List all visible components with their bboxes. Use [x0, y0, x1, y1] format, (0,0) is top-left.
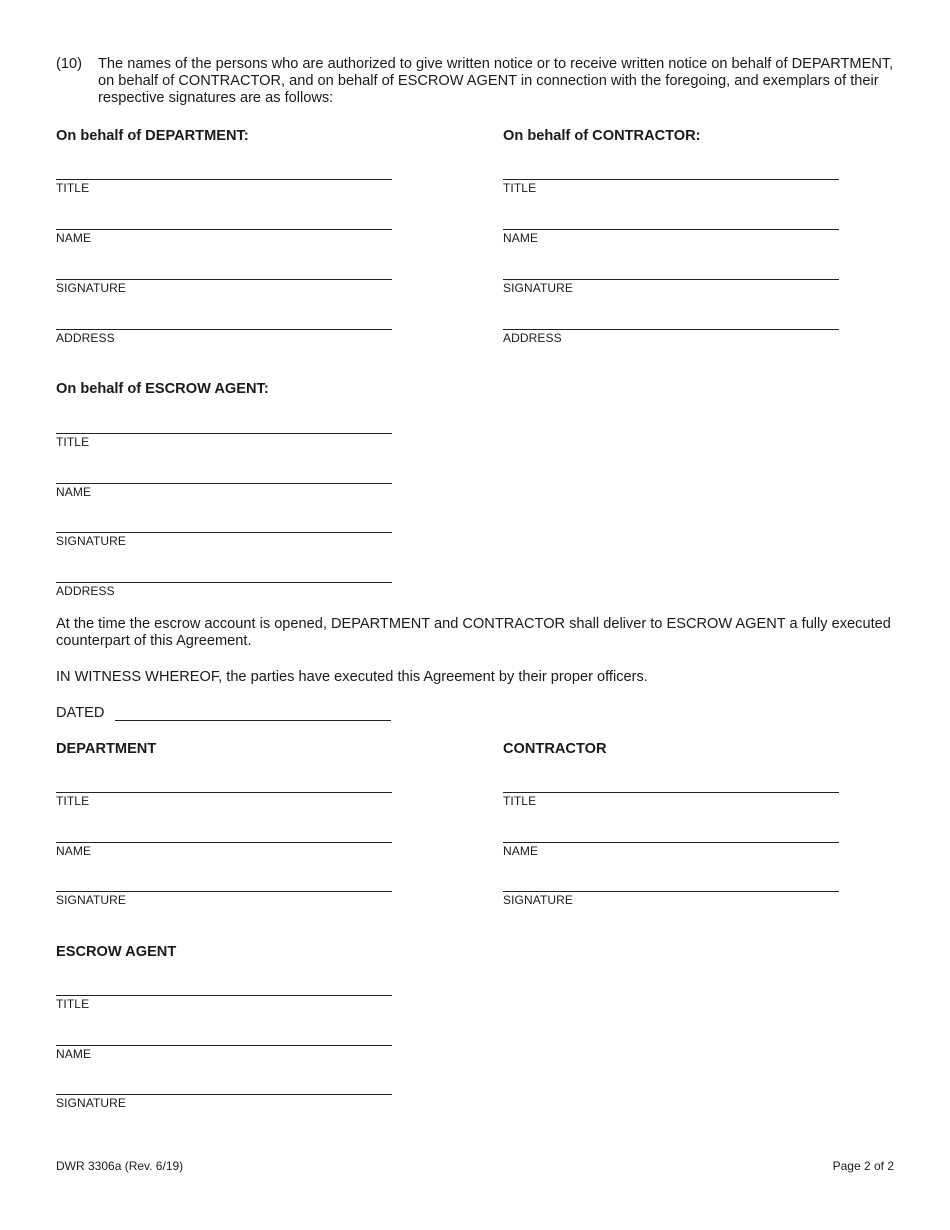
field-label: TITLE [56, 435, 90, 449]
page-number: Page 2 of 2 [832, 1159, 894, 1173]
notice-department-address-field[interactable] [56, 329, 392, 359]
field-label: SIGNATURE [56, 281, 127, 295]
notice-department-name-field[interactable] [56, 229, 392, 259]
field-label: NAME [56, 231, 92, 245]
notice-department-heading: On behalf of DEPARTMENT: [56, 128, 249, 144]
item-10-text: The names of the persons who are authorized to give written notice or to receive written notice on behalf of DEPARTMENT, on behalf of CONTRACTOR, and on behalf of ESCROW AGENT in connection with the foregoing, and exemplars of their respective signatures are as follows: [98, 56, 894, 106]
field-label: SIGNATURE [503, 893, 574, 907]
execution-escrow-name-field[interactable] [56, 1045, 392, 1075]
execution-department-signature-field[interactable] [56, 891, 392, 921]
form-id: DWR 3306a (Rev. 6/19) [56, 1159, 184, 1173]
execution-contractor-title-field[interactable] [503, 792, 839, 822]
item-number: (10) [56, 56, 82, 72]
notice-escrow-signature-field[interactable] [56, 532, 392, 562]
notice-department-signature-field[interactable] [56, 279, 392, 309]
field-label: TITLE [503, 181, 537, 195]
notice-escrow-name-field[interactable] [56, 483, 392, 513]
execution-contractor-name-field[interactable] [503, 842, 839, 872]
notice-contractor-address-field[interactable] [503, 329, 839, 359]
dated-field[interactable] [115, 720, 391, 721]
field-label: SIGNATURE [503, 281, 574, 295]
execution-escrow-heading: ESCROW AGENT [56, 944, 177, 960]
field-label: TITLE [503, 794, 537, 808]
field-label: ADDRESS [56, 331, 115, 345]
witness-paragraph: IN WITNESS WHEREOF, the parties have executed this Agreement by their proper officers. [56, 669, 648, 685]
field-label: SIGNATURE [56, 893, 127, 907]
field-label: NAME [56, 1047, 92, 1061]
dated-label: DATED [56, 705, 105, 721]
notice-escrow-heading: On behalf of ESCROW AGENT: [56, 381, 269, 397]
field-label: NAME [56, 844, 92, 858]
execution-department-heading: DEPARTMENT [56, 741, 157, 757]
field-label: TITLE [56, 181, 90, 195]
execution-department-title-field[interactable] [56, 792, 392, 822]
field-label: ADDRESS [56, 584, 115, 598]
execution-contractor-signature-field[interactable] [503, 891, 839, 921]
notice-contractor-signature-field[interactable] [503, 279, 839, 309]
execution-escrow-title-field[interactable] [56, 995, 392, 1025]
field-label: ADDRESS [503, 331, 562, 345]
field-label: TITLE [56, 997, 90, 1011]
field-label: SIGNATURE [56, 534, 127, 548]
notice-contractor-name-field[interactable] [503, 229, 839, 259]
execution-escrow-signature-field[interactable] [56, 1094, 392, 1124]
notice-department-title-field[interactable] [56, 179, 392, 209]
field-label: NAME [56, 485, 92, 499]
field-label: NAME [503, 231, 539, 245]
notice-contractor-title-field[interactable] [503, 179, 839, 209]
notice-escrow-address-field[interactable] [56, 582, 392, 612]
execution-department-name-field[interactable] [56, 842, 392, 872]
field-label: SIGNATURE [56, 1096, 127, 1110]
execution-contractor-heading: CONTRACTOR [503, 741, 607, 757]
field-label: NAME [503, 844, 539, 858]
notice-contractor-heading: On behalf of CONTRACTOR: [503, 128, 701, 144]
field-label: TITLE [56, 794, 90, 808]
escrow-account-paragraph: At the time the escrow account is opened, DEPARTMENT and CONTRACTOR shall deliver to ESCROW AGENT a fully executed counterpart of this Agreement. [56, 616, 891, 649]
notice-escrow-title-field[interactable] [56, 433, 392, 463]
